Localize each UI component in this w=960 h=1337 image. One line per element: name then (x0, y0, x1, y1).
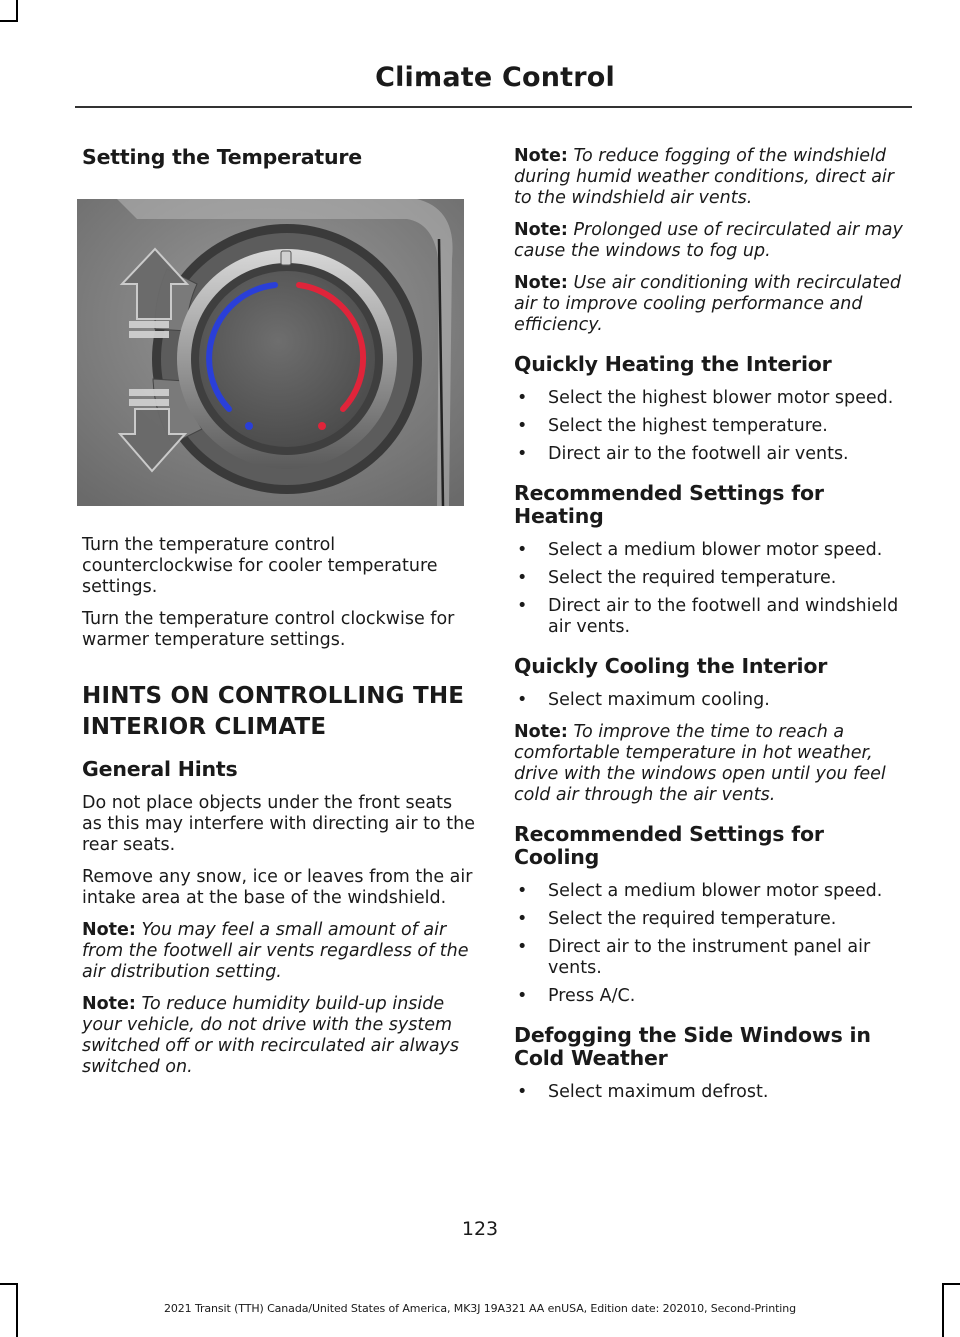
heading-recommended-heating: Recommended Settings for Heating (514, 481, 824, 528)
list-item: • Select a medium blower motor speed. (517, 881, 883, 901)
para-seats: Do not place objects under the front seats as this may interfere with directing air to the rear seats. (82, 793, 475, 855)
list-item: • Direct air to the footwell and windshield air vents. (517, 596, 899, 637)
note-label: Note: (82, 994, 136, 1014)
para-snow: Remove any snow, ice or leaves from the air intake area at the base of the windshield. (82, 867, 473, 908)
page-header-title: Climate Control (375, 62, 615, 93)
list-item: • Direct air to the instrument panel air vents. (517, 937, 871, 978)
heading-defogging: Defogging the Side Windows in Cold Weather (514, 1023, 871, 1070)
list-item: • Select the highest blower motor speed. (517, 388, 894, 408)
note-text: You may feel a small amount of air from the footwell air vents regardless of the air distribution setting. (82, 920, 469, 982)
temperature-dial-illustration (77, 199, 464, 506)
note-fogging (514, 146, 914, 209)
note-label: Note: (514, 722, 568, 742)
page-number: 123 (461, 1218, 499, 1240)
note-text: Prolonged use of recirculated air may cause the windows to fog up. (514, 220, 903, 261)
section-heading-line1: HINTS ON CONTROLLING THE (82, 683, 465, 709)
list-item: • Select the required temperature. (517, 909, 837, 929)
left-column (82, 146, 477, 1078)
note-recirculated (514, 220, 914, 262)
note-text: To reduce humidity build-up inside your vehicle, do not drive with the system switched off or with recirculated air always switched on. (82, 994, 460, 1077)
recommended-cooling-list (514, 881, 914, 1007)
heading-quick-cooling: Quickly Cooling the Interior (514, 654, 828, 678)
note-text: To reduce fogging of the windshield during humid weather conditions, direct air to the windshield air vents. (514, 146, 894, 208)
header-divider (75, 106, 912, 108)
list-item: • Select maximum defrost. (517, 1082, 769, 1102)
crop-mark (942, 1283, 960, 1285)
crop-mark (0, 1283, 18, 1285)
para-clockwise: Turn the temperature control clockwise for warmer temperature settings. (82, 609, 455, 650)
list-item: • Press A/C. (517, 986, 636, 1006)
heading-setting-temperature: Setting the Temperature (82, 145, 362, 169)
note-label: Note: (514, 273, 568, 293)
section-heading-line2: INTERIOR CLIMATE (82, 714, 327, 740)
note-air-conditioning (514, 273, 914, 336)
page-footer: 2021 Transit (TTH) Canada/United States of America, MK3J 19A321 AA enUSA, Edition date: 202010, Second-Printing (163, 1302, 797, 1315)
note-humidity (82, 994, 477, 1078)
list-item: • Select the required temperature. (517, 568, 837, 588)
defogging-list (514, 1082, 914, 1103)
list-item: • Direct air to the footwell air vents. (517, 444, 849, 464)
section-heading-hints (82, 681, 477, 743)
heading-quick-heating: Quickly Heating the Interior (514, 352, 832, 376)
temperature-dial-icon (77, 199, 464, 506)
crop-mark (0, 20, 18, 22)
right-column (514, 146, 914, 1103)
note-label: Note: (514, 146, 568, 166)
note-text: Use air conditioning with recirculated air to improve cooling performance and efficiency. (514, 273, 901, 335)
list-item: • Select maximum cooling. (517, 690, 770, 710)
quick-heating-list (514, 388, 914, 465)
note-text: To improve the time to reach a comfortable temperature in hot weather, drive with the windows open until you feel cold air through the air vents. (514, 722, 886, 805)
para-counterclockwise: Turn the temperature control counterclockwise for cooler temperature settings. (82, 535, 438, 597)
list-item: • Select the highest temperature. (517, 416, 828, 436)
list-item: • Select a medium blower motor speed. (517, 540, 883, 560)
note-label: Note: (82, 920, 136, 940)
quick-cooling-list (514, 690, 914, 711)
note-label: Note: (514, 220, 568, 240)
heading-recommended-cooling: Recommended Settings for Cooling (514, 822, 824, 869)
recommended-heating-list (514, 540, 914, 638)
heading-general-hints: General Hints (82, 757, 238, 781)
crop-mark (16, 0, 18, 22)
note-hot-weather (514, 722, 914, 806)
note-footwell (82, 920, 477, 983)
